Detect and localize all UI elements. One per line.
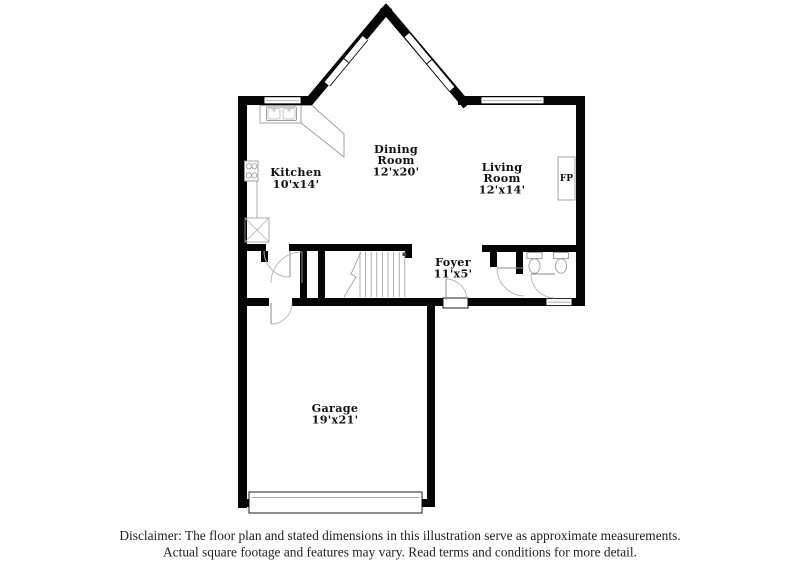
interior-walls [238, 244, 577, 298]
wall-bath-top [482, 245, 577, 252]
bathroom-inner-door [531, 274, 555, 298]
bay-window-left [327, 38, 365, 84]
wall-bottom-d [468, 298, 546, 306]
foyer-name: Foyer [435, 255, 471, 269]
living-room-label [479, 160, 526, 197]
wall-stairs-top [289, 244, 412, 251]
kitchen-dims: 10'x14' [272, 177, 320, 191]
dining-name-2: Room [377, 153, 415, 167]
wall-bottom-e [572, 298, 585, 306]
window-kitchen [264, 97, 301, 104]
kitchen-corner-counter [301, 106, 344, 158]
dining-room-label [373, 142, 420, 179]
foyer-label [434, 255, 473, 281]
pantry-shelves [245, 218, 269, 242]
closet-door [271, 252, 302, 283]
wall-bath-jamb-left [490, 252, 497, 267]
kitchen-label [270, 165, 321, 191]
wall-hall-top-left [238, 244, 266, 251]
disclaimer-line-1: Disclaimer: The floor plan and stated dimensions in this illustration serve as approximate measurements. [119, 528, 681, 543]
garage-dims: 19'x21' [311, 412, 359, 427]
living-dims: 12'x14' [478, 182, 526, 197]
wall-closet-left [300, 251, 307, 298]
window-bath [546, 299, 572, 306]
doors [264, 251, 555, 324]
kitchen-sink [267, 107, 297, 121]
foyer-dims: 11'x5' [433, 266, 473, 281]
pedestal-sink [554, 253, 569, 274]
kitchen-stove [245, 161, 259, 181]
stair-newel [403, 253, 407, 257]
dining-name-1: Dining [373, 142, 419, 156]
wall-garage-right [427, 298, 435, 507]
living-name-2: Room [483, 171, 521, 185]
stair-treads [360, 252, 405, 297]
wall-bath-jamb-mid [516, 252, 523, 274]
fireplace-label: FP [559, 174, 574, 184]
wall-right [576, 96, 585, 306]
dining-dims: 12'x20' [372, 164, 420, 179]
front-door [443, 279, 468, 308]
wall-bottom-a [238, 298, 269, 306]
fireplace [558, 157, 575, 200]
bay-window-right [407, 35, 452, 89]
stairs [344, 252, 406, 297]
garage-overhead-door [249, 492, 422, 513]
living-name-1: Living [481, 160, 523, 174]
bathroom-fixtures [527, 253, 569, 274]
window-living [481, 97, 544, 104]
stair-break-line [344, 252, 361, 297]
disclaimer [119, 528, 680, 560]
front-door-threshold [443, 298, 468, 308]
wall-stairs-left [318, 251, 325, 298]
garage-entry-door [271, 303, 292, 324]
kitchen-name: Kitchen [270, 165, 322, 179]
room-labels [270, 142, 525, 427]
disclaimer-line-2: Actual square footage and features may vary. Read terms and conditions for more detail. [163, 544, 637, 560]
wall-stairs-top-stub [405, 251, 412, 258]
garage-name: Garage [311, 401, 359, 415]
wall-bottom-b [292, 298, 427, 306]
garage-label [312, 401, 359, 427]
toilet [527, 253, 542, 274]
